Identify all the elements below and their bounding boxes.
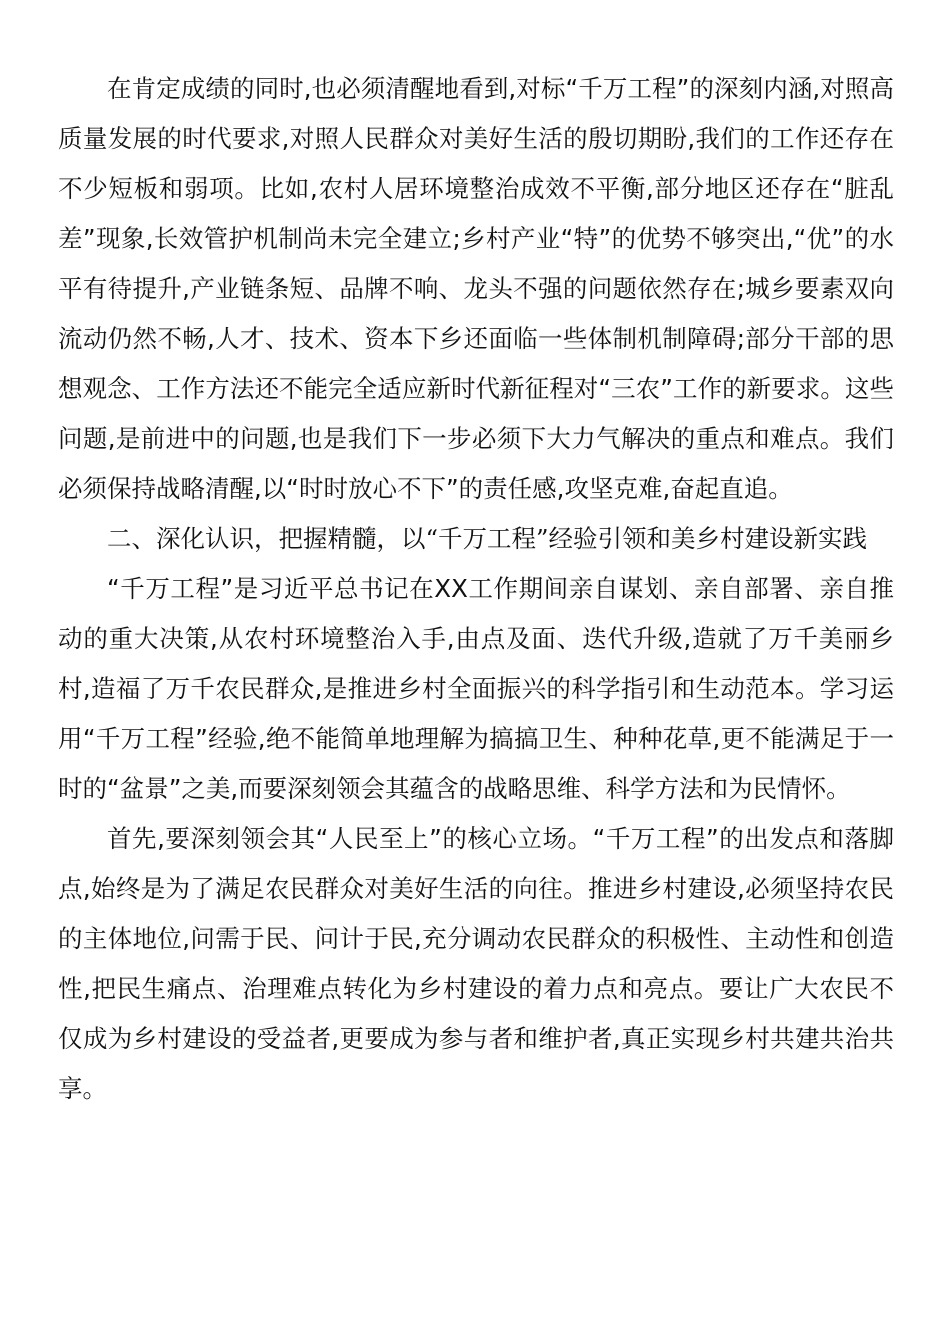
paragraph-qianwan-intro: “千万工程”是习近平总书记在XX工作期间亲自谋划、亲自部署、亲自推动的重大决策,从农村环境整治入手,由点及面、迭代升级,造就了万千美丽乡村,造福了万千农民群众,是推进乡村全面振兴的科学指引和生动范本。学习运用“千万工程”经验,绝不能简单地理解为搞搞卫生、种种花草,更不能满足于一时的“盆景”之美,而要深刻领会其蕴含的战略思维、科学方法和为民情怀。 (58, 574, 894, 803)
document-page (58, 64, 894, 1114)
paragraph-people-first: 首先,要深刻领会其“人民至上”的核心立场。“千万工程”的出发点和落脚点,始终是为了满足农民群众对美好生活的向往。推进乡村建设,必须坚持农民的主体地位,问需于民、问计于民,充分调动农民群众的积极性、主动性和创造性,把民生痛点、治理难点转化为乡村建设的着力点和亮点。要让广大农民不仅成为乡村建设的受益者,更要成为参与者和维护者,真正实现乡村共建共治共享。 (58, 824, 894, 1103)
section-heading: 二、深化认识，把握精髓，以“千万工程”经验引领和美乡村建设新实践 (107, 524, 868, 553)
paragraph-shortcomings: 在肯定成绩的同时,也必须清醒地看到,对标“千万工程”的深刻内涵,对照高质量发展的时代要求,对照人民群众对美好生活的殷切期盼,我们的工作还存在不少短板和弱项。比如,农村人居环境整治成效不平衡,部分地区还存在“脏乱差”现象,长效管护机制尚未完全建立;乡村产业“特”的优势不够突出,“优”的水平有待提升,产业链条短、品牌不响、龙头不强的问题依然存在;城乡要素双向流动仍然不畅,人才、技术、资本下乡还面临一些体制机制障碍;部分干部的思想观念、工作方法还不能完全适应新时代新征程对“三农”工作的新要求。这些问题,是前进中的问题,也是我们下一步必须下大力气解决的重点和难点。我们必须保持战略清醒,以“时时放心不下”的责任感,攻坚克难,奋起直追。 (58, 74, 894, 503)
